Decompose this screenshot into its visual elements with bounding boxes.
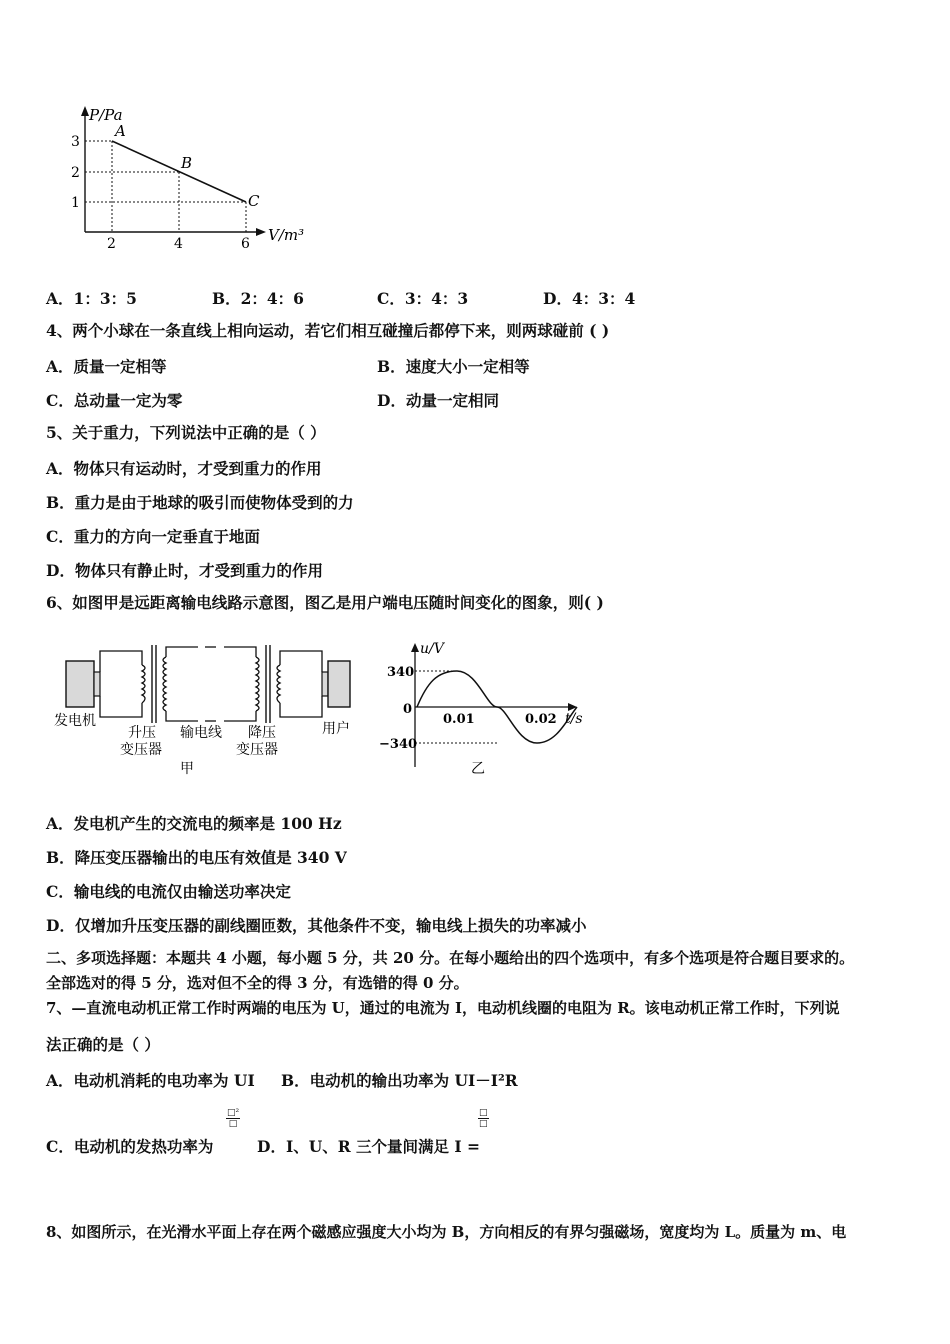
q3-option-b[interactable] <box>212 287 304 309</box>
label-user: 用户 <box>322 721 350 737</box>
label-stepdown-2: 变压器 <box>236 742 278 758</box>
formula-numerator: □ <box>479 1108 488 1118</box>
option-text: C．电动机的发热功率为 <box>46 1137 214 1156</box>
formula-denominator: □ <box>479 1119 488 1129</box>
generator-block <box>66 661 94 707</box>
option-text: 物体只有静止时，才受到重力的作用 <box>74 561 323 580</box>
option-text: 仅增加升压变压器的副线圈匝数，其他条件不变，输电线上损失的功率减小 <box>74 916 587 935</box>
q3-option-a[interactable] <box>46 287 137 309</box>
q5-option-d[interactable] <box>46 559 323 581</box>
option-text: 发电机产生的交流电的频率是 100 Hz <box>73 814 342 833</box>
transmission-diagram <box>50 635 370 785</box>
option-text: 3：4：3 <box>404 289 469 308</box>
option-text: 物体只有运动时，才受到重力的作用 <box>73 459 322 478</box>
option-text: 动量一定相同 <box>405 391 499 410</box>
option-letter: A． <box>46 814 74 833</box>
q6-option-d[interactable] <box>46 914 586 936</box>
wave-t1-label: 0.01 <box>443 712 475 727</box>
q7-option-b[interactable]: B．电动机的输出功率为 UI－I²R <box>281 1071 518 1090</box>
q6-option-a[interactable] <box>46 812 342 834</box>
generator-stub <box>94 672 100 696</box>
pv-point-c: C <box>248 192 260 210</box>
option-letter: B． <box>377 357 406 376</box>
option-text: 4：3：4 <box>571 289 636 308</box>
option-letter: D． <box>46 561 75 580</box>
option-text: 总动量一定为零 <box>73 391 183 410</box>
q6-stem: 6、如图甲是远距离输电线路示意图，图乙是用户端电压随时间变化的图象，则( ) <box>46 593 604 612</box>
option-text: 降压变压器输出的电压有效值是 340 V <box>74 848 347 867</box>
label-line: 输电线 <box>180 725 222 741</box>
caption-yi: 乙 <box>471 761 485 777</box>
q5-option-a[interactable] <box>46 457 322 479</box>
option-text: 重力是由于地球的吸引而使物体受到的力 <box>74 493 354 512</box>
option-text: 速度大小一定相等 <box>405 357 530 376</box>
gen-lead-bot <box>100 696 142 717</box>
q8-stem: 8、如图所示，在光滑水平面上存在两个磁感应强度大小均为 B，方向相反的有界匀强磁场，宽度均为 L。质量为 m、电 <box>46 1223 847 1241</box>
option-letter: D． <box>46 916 75 935</box>
q7-option-c-formula <box>226 1108 240 1129</box>
user-lead-bot <box>280 696 322 717</box>
option-text: D．I、U、R 三个量间满足 I = <box>257 1137 481 1156</box>
option-text: 重力的方向一定垂直于地面 <box>73 527 260 546</box>
q7-option-d-formula <box>478 1108 489 1129</box>
label-stepup-2: 变压器 <box>120 742 162 758</box>
pv-x-tick-2: 2 <box>107 236 116 252</box>
option-letter: C． <box>46 391 74 410</box>
pv-x-arrow <box>256 228 266 236</box>
q4-stem: 4、两个小球在一条直线上相向运动，若它们相互碰撞后都停下来，则两球碰前 ( ) <box>46 321 610 340</box>
stepup-primary-coil <box>142 665 145 703</box>
line-top <box>166 647 198 657</box>
label-generator: 发电机 <box>54 713 96 729</box>
option-letter: C． <box>46 527 74 546</box>
gen-lead-top <box>100 651 142 672</box>
pv-x-tick-6: 6 <box>241 236 250 252</box>
user-block <box>328 661 350 707</box>
option-letter: C． <box>46 882 74 901</box>
section2-line2: 全部选对的得 5 分，选对但不全的得 3 分，有选错的得 0 分。 <box>46 974 469 992</box>
pv-graph <box>60 100 330 260</box>
q4-option-c[interactable] <box>46 389 182 411</box>
option-letter: C． <box>377 289 405 308</box>
pv-y-tick-2: 2 <box>71 165 80 181</box>
option-letter: B． <box>46 493 75 512</box>
wave-t2-label: 0.02 <box>525 712 557 727</box>
pv-y-tick-3: 3 <box>71 134 80 150</box>
pv-x-label: V/m³ <box>268 226 305 244</box>
label-stepup-1: 升压 <box>128 725 156 741</box>
q7-option-c[interactable] <box>46 1135 213 1157</box>
q3-option-c[interactable] <box>377 287 468 309</box>
stepup-secondary-coil <box>163 657 166 711</box>
option-text: 2：4：6 <box>240 289 304 308</box>
q7-option-a[interactable]: A．电动机消耗的电功率为 UI <box>46 1071 255 1090</box>
q3-option-d[interactable] <box>543 287 635 309</box>
line-bot-3 <box>224 711 256 721</box>
stepdown-secondary-coil <box>277 665 280 703</box>
q6-option-b[interactable] <box>46 846 347 868</box>
wave-origin-label: 0 <box>403 702 413 717</box>
wave-y-label: u/V <box>420 641 444 657</box>
label-stepdown-1: 降压 <box>248 725 276 741</box>
section2-line1: 二、多项选择题：本题共 4 小题，每小题 5 分，共 20 分。在每小题给出的四个选项中，有多个选项是符合题目要求的。 <box>46 949 855 967</box>
pv-y-label: P/Pa <box>89 106 123 124</box>
formula-denominator: □ <box>228 1119 238 1129</box>
pv-y-arrow <box>81 106 89 116</box>
caption-jia: 甲 <box>180 761 194 777</box>
wave-x-label: t/s <box>565 711 583 727</box>
option-text: 输电线的电流仅由输送功率决定 <box>73 882 291 901</box>
q6-option-c[interactable] <box>46 880 291 902</box>
option-letter: B． <box>212 289 241 308</box>
option-text: 质量一定相等 <box>73 357 167 376</box>
pv-point-a: A <box>115 122 126 140</box>
option-text: 1：3：5 <box>73 289 137 308</box>
wave-y-arrow <box>411 643 419 652</box>
q7-option-d[interactable] <box>257 1135 480 1157</box>
wave-peak-label: 340 <box>387 665 415 680</box>
user-stub <box>322 672 328 696</box>
q7-stem-1: 7、—直流电动机正常工作时两端的电压为 U，通过的电流为 I，电动机线圈的电阻为 R。该电动机正常工作时，下列说 <box>46 999 840 1017</box>
line-top-3 <box>224 647 256 657</box>
user-lead-top <box>280 651 322 672</box>
pv-x-tick-4: 4 <box>174 236 183 252</box>
pv-y-tick-1: 1 <box>71 195 80 211</box>
q4-option-b[interactable] <box>377 355 530 377</box>
voltage-waveform <box>375 635 595 785</box>
q5-option-b[interactable] <box>46 491 354 513</box>
q4-option-a[interactable] <box>46 355 167 377</box>
option-letter: D． <box>543 289 572 308</box>
option-letter: B． <box>46 848 75 867</box>
wave-trough-label: −340 <box>379 737 418 752</box>
q7-stem-2: 法正确的是（ ） <box>46 1035 160 1054</box>
q5-option-c[interactable] <box>46 525 260 547</box>
q4-option-d[interactable] <box>377 389 499 411</box>
stepdown-primary-coil <box>256 657 259 711</box>
option-letter: D． <box>377 391 406 410</box>
pv-point-b: B <box>181 154 193 172</box>
q5-stem: 5、关于重力，下列说法中正确的是（ ） <box>46 423 326 442</box>
option-letter: A． <box>46 289 74 308</box>
option-letter: A． <box>46 357 74 376</box>
option-letter: A． <box>46 459 74 478</box>
formula-numerator: □² <box>227 1108 240 1118</box>
line-bot <box>166 711 198 721</box>
